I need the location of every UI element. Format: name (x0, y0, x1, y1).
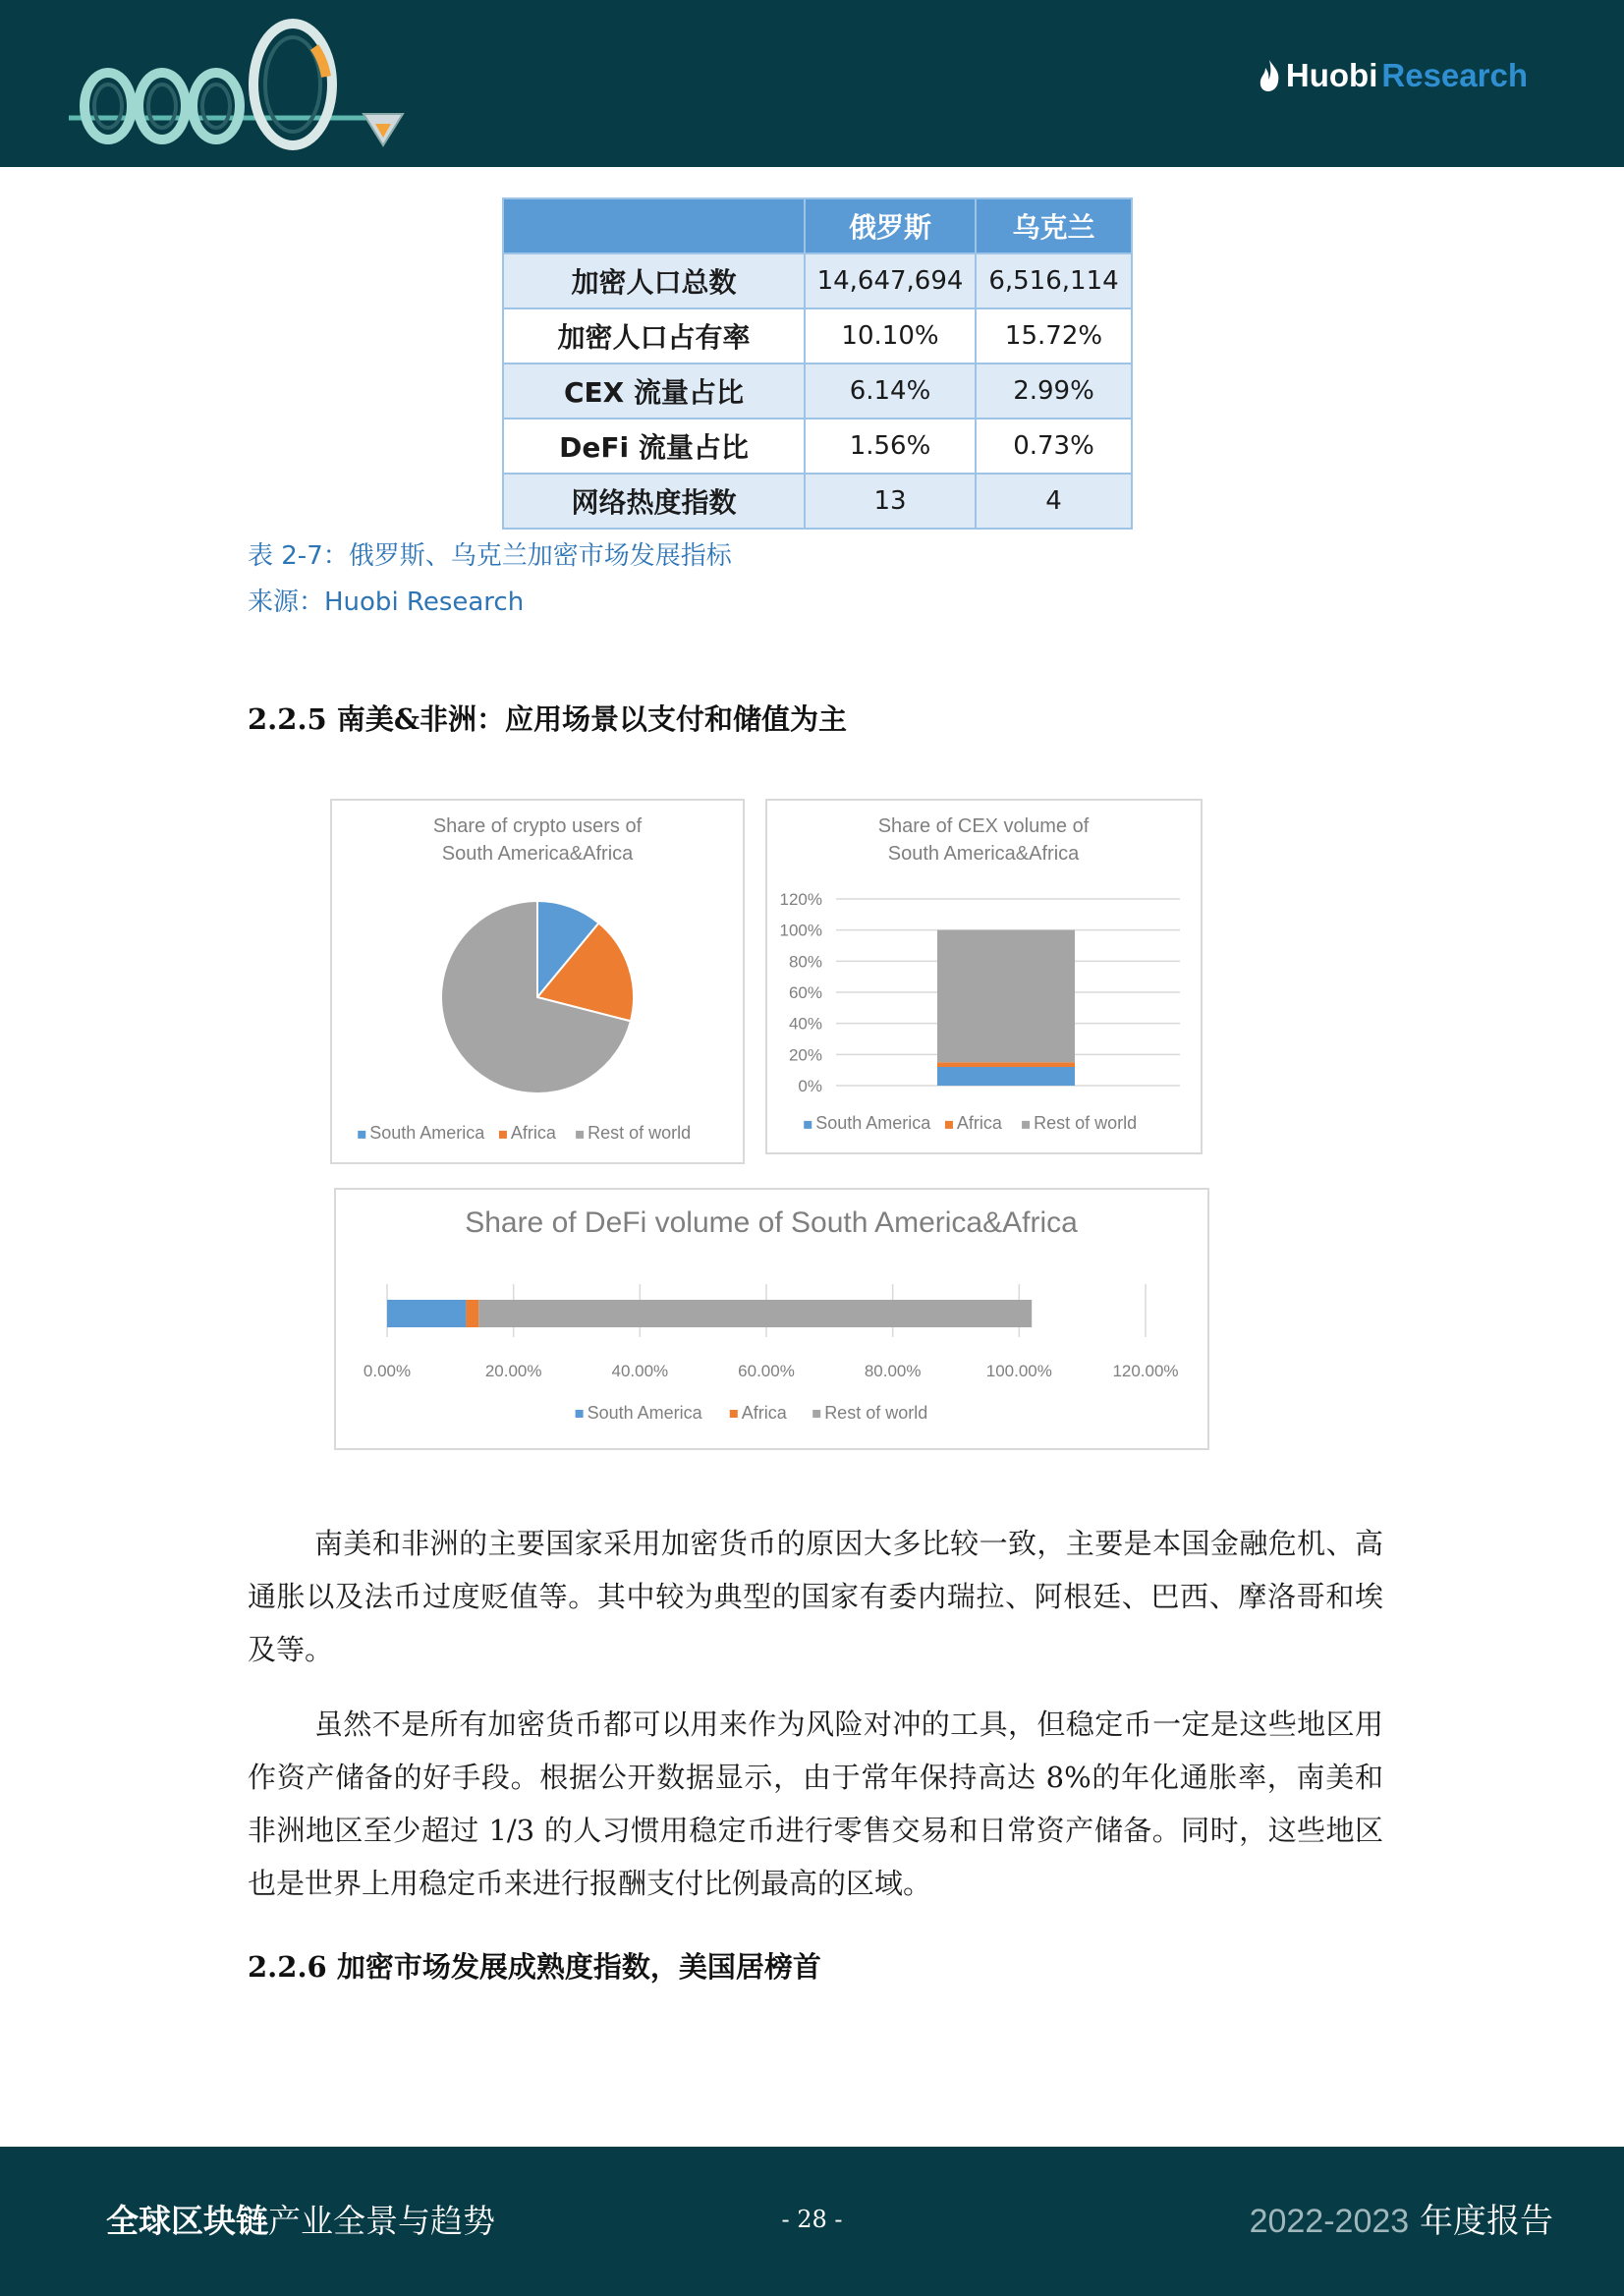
x-tick-label: 0.00% (363, 1362, 412, 1380)
legend-swatch (945, 1121, 953, 1129)
legend-swatch (1022, 1121, 1030, 1129)
legend-label: South America (587, 1403, 702, 1423)
y-tick-label: 80% (788, 952, 822, 972)
bar-chart-defi (334, 1188, 1209, 1450)
bar-segment (478, 1300, 1032, 1327)
legend-swatch (576, 1131, 584, 1139)
table-row (503, 364, 1132, 419)
table-header-cell: 俄罗斯 (805, 198, 976, 253)
table-cell: 10.10% (805, 308, 976, 364)
pie-chart-svg (332, 801, 743, 1162)
y-tick-label: 60% (788, 983, 822, 1002)
y-tick-label: 20% (788, 1045, 822, 1065)
table-cell: 0.73% (976, 419, 1132, 474)
table-caption: 表 2-7：俄罗斯、乌克兰加密市场发展指标 (248, 541, 732, 571)
table-header-cell (503, 198, 805, 253)
table-header-cell: 乌克兰 (976, 198, 1132, 253)
table-row-label: 加密人口总数 (503, 253, 805, 308)
x-tick-label: 120.00% (1112, 1362, 1179, 1380)
section-heading-225: 2.2.5 南美&非洲：应用场景以支付和储值为主 (248, 702, 848, 736)
legend-swatch (576, 1410, 584, 1418)
legend-label: Africa (956, 1113, 1002, 1133)
body-paragraph: 虽然不是所有加密货币都可以用来作为风险对冲的工具，但稳定币一定是这些地区用作资产储备的好手段。根据公开数据显示，由于常年保持高达 8%的年化通胀率，南美和非洲地区至少超过 1/3 的人习惯用稳定币进行零售交易和日常资产储备。同时，这些地区也是世界上用稳定币来进行报酬支付比例最高的区域。 (248, 1708, 1383, 1900)
page-footer (0, 2147, 1624, 2296)
legend-swatch (499, 1131, 507, 1139)
table-cell: 2.99% (976, 364, 1132, 419)
indicator-table (502, 197, 1133, 530)
chart-title-line2: South America&Africa (441, 843, 634, 865)
legend-label: Rest of world (588, 1123, 692, 1143)
table-cell: 1.56% (805, 419, 976, 474)
bar-segment (466, 1300, 478, 1327)
body-paragraph: 南美和非洲的主要国家采用加密货币的原因大多比较一致，主要是本国金融危机、高通胀以及法币过度贬值等。其中较为典型的国家有委内瑞拉、阿根廷、巴西、摩洛哥和埃及等。 (248, 1527, 1383, 1666)
footer-report (1250, 2194, 1553, 2242)
table-cell: 6.14% (805, 364, 976, 419)
legend-label: Rest of world (824, 1403, 928, 1423)
brand-secondary: Research (1381, 57, 1528, 93)
footer-year: 2022-2023 (1249, 2203, 1410, 2240)
legend-swatch (812, 1410, 820, 1418)
table-cell: 13 (805, 474, 976, 529)
flame-icon (1257, 58, 1282, 93)
y-tick-label: 100% (779, 921, 822, 940)
x-tick-label: 80.00% (864, 1362, 922, 1380)
column-chart-svg (767, 801, 1201, 1152)
section-heading-226: 2.2.6 加密市场发展成熟度指数，美国居榜首 (248, 1950, 821, 1984)
legend-label: Africa (741, 1403, 787, 1423)
footer-title-rest: 产业全景与趋势 (268, 2202, 495, 2240)
bar-segment (937, 1062, 1075, 1067)
y-tick-label: 120% (779, 890, 822, 909)
table-row (503, 308, 1132, 364)
page-header (0, 0, 1624, 167)
legend-label: Rest of world (1034, 1113, 1138, 1133)
table-row-label: DeFi 流量占比 (503, 419, 805, 474)
table-row (503, 419, 1132, 474)
x-tick-label: 100.00% (985, 1362, 1052, 1380)
bar-segment (937, 1067, 1075, 1086)
chart-title: Share of DeFi volume of South America&Africa (465, 1206, 1078, 1239)
table-row-label: 网络热度指数 (503, 474, 805, 529)
bar-chart-svg (336, 1190, 1207, 1448)
chain-rings-icon (69, 8, 432, 155)
footer-title-bold: 全球区块链 (106, 2202, 268, 2240)
table-row (503, 253, 1132, 308)
huobi-research-logo (1257, 57, 1528, 94)
table-source: 来源：Huobi Research (248, 588, 525, 617)
x-tick-label: 40.00% (611, 1362, 669, 1380)
column-chart-cex (765, 799, 1203, 1154)
table-row-label: 加密人口占有率 (503, 308, 805, 364)
legend-label: South America (369, 1123, 485, 1143)
y-tick-label: 40% (788, 1014, 822, 1034)
legend-label: Africa (510, 1123, 556, 1143)
table-cell: 14,647,694 (805, 253, 976, 308)
x-tick-label: 60.00% (738, 1362, 795, 1380)
legend-swatch (804, 1121, 812, 1129)
page-number: - 28 - (781, 2206, 843, 2233)
table-cell: 15.72% (976, 308, 1132, 364)
brand-primary: Huobi (1285, 57, 1378, 93)
table-cell: 4 (976, 474, 1132, 529)
pie-chart-users (330, 799, 745, 1164)
chart-title-line1: Share of crypto users of (432, 815, 643, 837)
bar-segment (387, 1300, 466, 1327)
table-header-row (503, 198, 1132, 253)
legend-label: South America (815, 1113, 931, 1133)
y-tick-label: 0% (798, 1077, 822, 1095)
chart-title-line2: South America&Africa (887, 843, 1080, 865)
footer-report-label: 年度报告 (1409, 2202, 1553, 2241)
table-row-label: CEX 流量占比 (503, 364, 805, 419)
legend-swatch (730, 1410, 738, 1418)
table-row (503, 474, 1132, 529)
bar-segment (937, 930, 1075, 1063)
chart-title-line1: Share of CEX volume of (877, 815, 1090, 837)
table-cell: 6,516,114 (976, 253, 1132, 308)
x-tick-label: 20.00% (484, 1362, 542, 1380)
legend-swatch (358, 1131, 365, 1139)
